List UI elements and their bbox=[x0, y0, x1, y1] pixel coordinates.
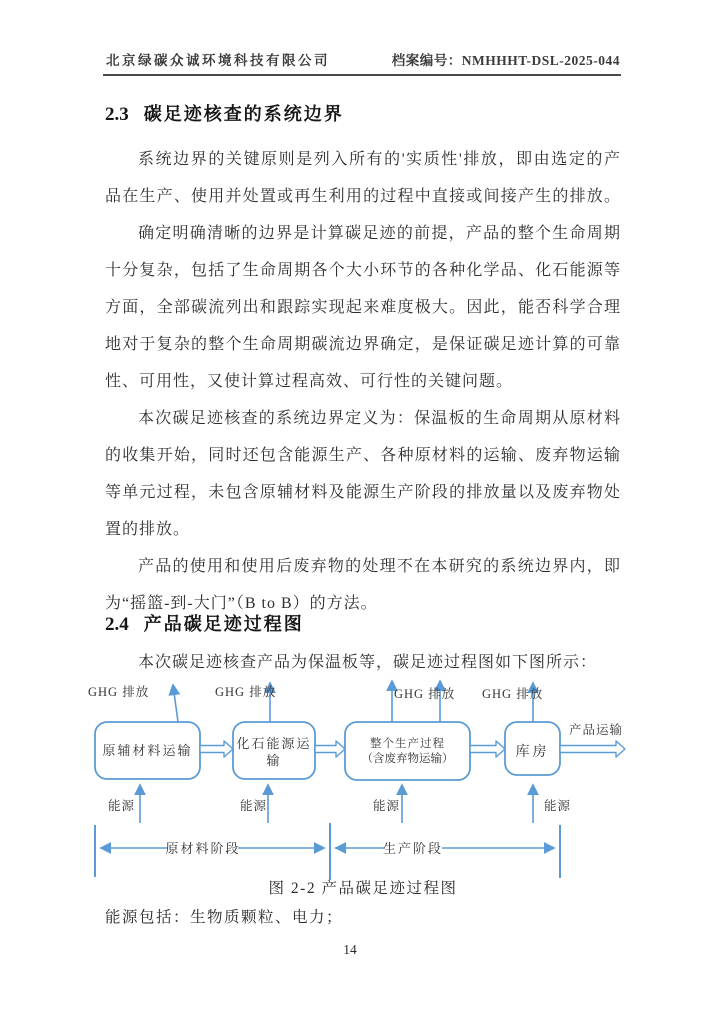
body-text-line: 置的排放。 bbox=[105, 521, 191, 538]
ghg-emission-label: GHG 排放 bbox=[482, 687, 544, 701]
body-text-line: 为“摇篮-到-大门”（B to B）的方法。 bbox=[105, 595, 378, 612]
box-label: （含废弃物运输） bbox=[361, 753, 454, 765]
page-number: 14 bbox=[343, 942, 357, 957]
flow-arrow bbox=[315, 741, 345, 757]
energy-label: 能源 bbox=[373, 799, 401, 813]
energy-label: 能源 bbox=[240, 799, 268, 813]
carbon-footprint-process-diagram bbox=[80, 672, 670, 884]
body-text-line: 品在生产、使用并处置或再生利用的过程中直接或间接产生的排放。 bbox=[105, 188, 621, 205]
body-text-line: 地对于复杂的整个生命周期碳流边界确定，是保证碳足迹计算的可靠 bbox=[105, 336, 621, 353]
ghg-emission-label: GHG 排放 bbox=[394, 687, 456, 701]
body-text-line: 等单元过程，未包含原辅材料及能源生产阶段的排放量以及废弃物处 bbox=[105, 484, 621, 501]
section-number: 2.3 bbox=[105, 104, 129, 125]
ghg-emission-label: GHG 排放 bbox=[215, 685, 277, 699]
box-label: 输 bbox=[266, 753, 282, 768]
process-box-production-process bbox=[345, 722, 470, 780]
ghg-emission-label: GHG 排放 bbox=[88, 685, 150, 699]
body-text-line: 确定明确清晰的边界是计算碳足迹的前提，产品的整个生命周期 bbox=[138, 225, 621, 242]
flow-arrow-product-transport bbox=[560, 741, 625, 757]
section-2-3-body bbox=[105, 141, 621, 622]
section-number: 2.4 bbox=[105, 614, 129, 635]
body-text-line: 的收集开始，同时还包含能源生产、各种原材料的运输、废弃物运输 bbox=[105, 447, 621, 464]
body-text-line: 性、可用性，又使计算过程高效、可行性的关键问题。 bbox=[105, 373, 514, 390]
product-transport-label: 产品运输 bbox=[569, 723, 624, 737]
ghg-arrow bbox=[173, 685, 178, 722]
box-label: 原辅材料运输 bbox=[102, 743, 193, 758]
energy-label: 能源 bbox=[544, 799, 572, 813]
header-rule bbox=[103, 74, 621, 76]
energy-note: 能源包括：生物质颗粒、电力； bbox=[105, 909, 344, 926]
stage-label-production: 生产阶段 bbox=[382, 841, 444, 856]
section-2-3-heading bbox=[105, 100, 344, 126]
stage-label-raw-material: 原材料阶段 bbox=[165, 841, 241, 856]
header-company-name: 北京绿碳众诚环境科技有限公司 bbox=[106, 53, 330, 68]
flow-arrow bbox=[200, 741, 233, 757]
body-text-line: 方面，全部碳流列出和跟踪实现起来难度极大。因此，能否科学合理 bbox=[105, 299, 621, 316]
body-text-line: 十分复杂，包括了生命周期各个大小环节的各种化学品、化石能源等 bbox=[105, 262, 621, 279]
energy-label: 能源 bbox=[108, 799, 136, 813]
flow-arrow bbox=[470, 741, 505, 757]
box-label: 库房 bbox=[515, 745, 550, 760]
body-text-line: 产品的使用和使用后废弃物的处理不在本研究的系统边界内，即 bbox=[138, 558, 621, 575]
figure-caption: 图 2-2 产品碳足迹过程图 bbox=[268, 880, 458, 897]
box-label: 化石能源运 bbox=[236, 736, 312, 751]
header-file-number: 档案编号：NMHHHT-DSL-2025-044 bbox=[391, 53, 620, 68]
section-title: 碳足迹核查的系统边界 bbox=[143, 104, 344, 124]
box-label: 整个生产过程 bbox=[370, 738, 445, 750]
section-2-4-heading bbox=[105, 610, 304, 636]
section-2-4-intro: 本次碳足迹核查产品为保温板等，碳足迹过程图如下图所示： bbox=[138, 654, 598, 671]
section-title: 产品碳足迹过程图 bbox=[143, 614, 304, 634]
body-text-line: 系统边界的关键原则是列入所有的'实质性'排放，即由选定的产 bbox=[138, 151, 621, 168]
body-text-line: 本次碳足迹核查的系统边界定义为：保温板的生命周期从原材料 bbox=[138, 410, 621, 427]
